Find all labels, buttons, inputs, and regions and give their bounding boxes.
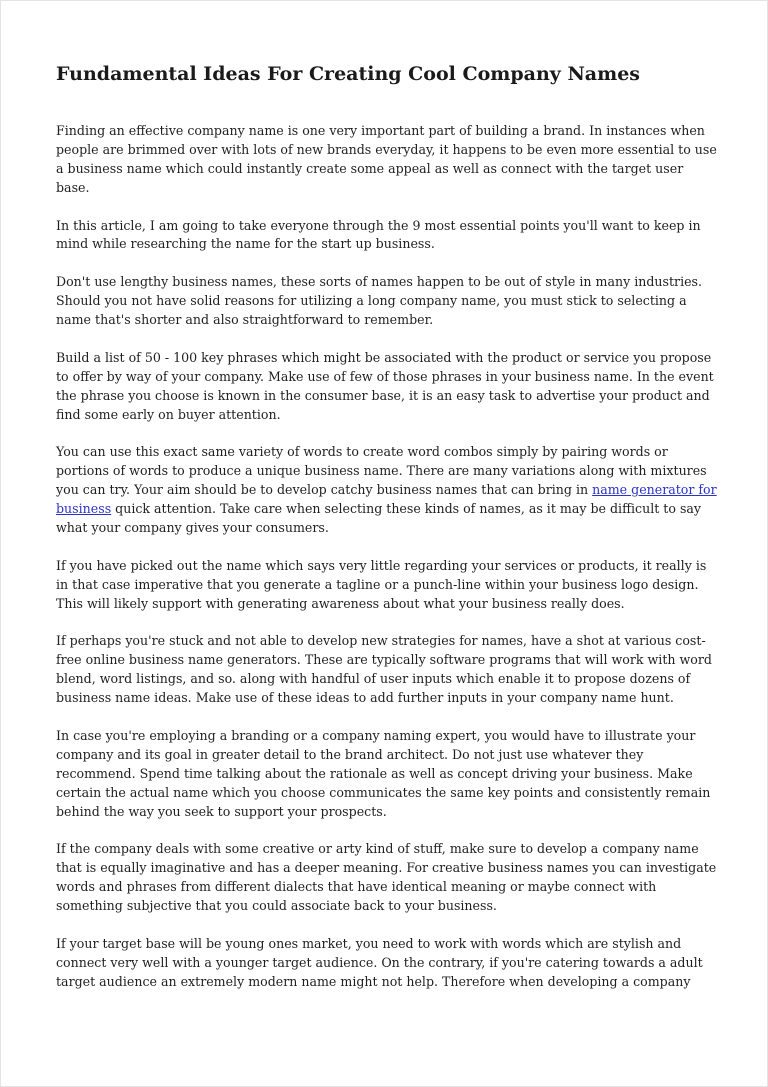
paragraph-5-text-after-link: quick attention. Take care when selecting these kinds of names, as it may be difficult to say what your company gives your consumers. xyxy=(56,501,702,535)
paragraph-3: Don't use lengthy business names, these sorts of names happen to be out of style in many industries. Should you not have solid reasons for utilizing a long company name, you must stick to selecting a name that's shorter and also straightforward to remember. xyxy=(56,274,703,328)
paragraph-2: In this article, I am going to take everyone through the 9 most essential points you'll want to keep in mind while researching the name for the start up business. xyxy=(56,217,701,252)
paragraph-5-text-before-link: You can use this exact same variety of words to create word combos simply by pairing words or portions of words to produce a unique business name. There are many variations along with mixtures you can try. Your aim should be to develop catchy business names that can bring in xyxy=(56,444,707,498)
paragraph-9: If the company deals with some creative or arty kind of stuff, make sure to develop a company name that is equally imaginative and has a deeper meaning. For creative business names you can investigate words and phrases from different dialects that have identical meaning or maybe connect with something subjective that you could associate back to your business. xyxy=(56,841,717,914)
paragraph-8: In case you're employing a branding or a company naming expert, you would have to illustrate your company and its goal in greater detail to the brand architect. Do not just use whatever they recommend. Spend time talking about the rationale as well as concept driving your business. Make certain the actual name which you choose communicates the same key points and consistently remain behind the way you seek to support your prospects. xyxy=(56,727,711,819)
paragraph-6: If you have picked out the name which says very little regarding your services or products, it really is in that case imperative that you generate a tagline or a punch-line within your business logo design. This will likely support with generating awareness about what your business really does. xyxy=(56,557,707,611)
page-title: Fundamental Ideas For Creating Cool Company Names xyxy=(56,63,641,85)
paragraph-7: If perhaps you're stuck and not able to develop new strategies for names, have a shot at various cost-free online business name generators. These are typically software programs that will work with word blend, word listings, and so. along with handful of user inputs which enable it to propose dozens of business name ideas. Make use of these ideas to add further inputs in your company name hunt. xyxy=(56,633,712,706)
paragraph-1: Finding an effective company name is one very important part of building a brand. In instances when people are brimmed over with lots of new brands everyday, it happens to be even more essential to use a business name which could instantly create some appeal as well as connect with the target user base. xyxy=(56,123,717,195)
paragraph-10: If your target base will be young ones market, you need to work with words which are stylish and connect very well with a younger target audience. On the contrary, if you're catering towards a adult target audience an extremely modern name might not help. Therefore when developing a company xyxy=(56,935,703,989)
article-body xyxy=(56,122,718,1010)
name-generator-link[interactable]: name generator for business xyxy=(56,482,717,517)
paragraph-4: Build a list of 50 - 100 key phrases which might be associated with the product or service you propose to offer by way of your company. Make use of few of those phrases in your business name. In the event the phrase you choose is known in the consumer base, it is an easy task to advertise your product and find some early on buyer attention. xyxy=(56,349,714,422)
paragraph-5 xyxy=(56,443,718,538)
